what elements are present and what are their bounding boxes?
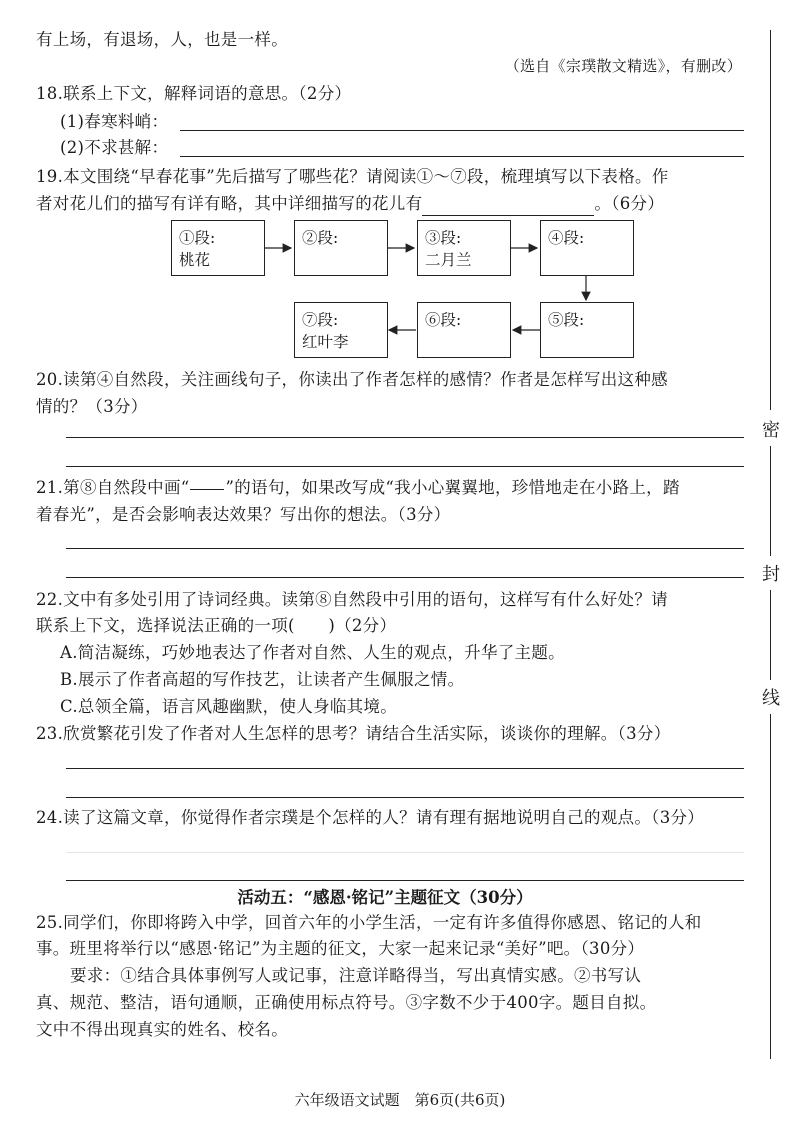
q18-item-1-label: (1)春寒料峭： <box>60 112 169 131</box>
flow-box-paragraph-4[interactable] <box>540 220 634 276</box>
passage-end-text: 有上场，有退场，人，也是一样。 <box>36 30 288 49</box>
box-3-label: ③段: <box>425 229 462 247</box>
question-25-requirements: 要求：①结合具体事例写人或记事，注意详略得当，写出真情实感。②书写认 <box>70 966 642 985</box>
flow-diagram-arrows <box>0 0 800 400</box>
q24-answer-line-2[interactable] <box>66 880 744 881</box>
question-19-line-1: 19.本文围绕“早春花事”先后描写了哪些花？请阅读①～⑦段，梳理填写以下表格。作 <box>36 167 669 186</box>
q18-item-2-label: (2)不求甚解： <box>60 138 169 157</box>
page-footer: 六年级语文试题 第6页(共6页) <box>294 1091 506 1109</box>
flow-box-paragraph-6[interactable] <box>417 302 511 358</box>
q21-answer-line-2[interactable] <box>66 577 744 578</box>
q19-score: 。（6分） <box>594 194 665 213</box>
q22-option-a[interactable]: A.简洁凝练，巧妙地表达了作者对自然、人生的观点，升华了主题。 <box>60 643 565 662</box>
binding-char-mi: 密 <box>762 420 780 441</box>
q23-answer-line-2[interactable] <box>66 797 744 798</box>
binding-line-middle-2 <box>770 590 771 680</box>
q21-answer-line-1[interactable] <box>66 548 744 549</box>
binding-line-bottom <box>770 714 771 1059</box>
q19-line-2-text: 者对花儿们的描写有详有略，其中详细描写的花儿有 <box>36 194 423 213</box>
box-5-label: ⑤段: <box>548 311 585 329</box>
flow-box-paragraph-7 <box>294 302 388 358</box>
binding-line-middle-1 <box>770 446 771 556</box>
q20-answer-line-2[interactable] <box>66 466 744 467</box>
question-20-line-2: 情的？（3分） <box>36 397 148 416</box>
box-6-label: ⑥段: <box>425 311 462 329</box>
flow-box-paragraph-3 <box>417 220 511 276</box>
q22-option-c[interactable]: C.总领全篇，语言风趣幽默，使人身临其境。 <box>60 697 398 716</box>
q21-underline-mark <box>190 489 224 490</box>
flow-box-paragraph-1 <box>171 220 265 276</box>
question-24: 24.读了这篇文章，你觉得作者宗璞是个怎样的人？请有理有据地说明自己的观点。（3分） <box>36 808 705 827</box>
question-21-line-1 <box>36 476 680 500</box>
flow-box-paragraph-5[interactable] <box>540 302 634 358</box>
q21-text-a: 21.第⑧自然段中画“ <box>36 478 190 497</box>
question-21-line-2: 着春光”，是否会影响表达效果？写出你的想法。（3分） <box>36 505 451 524</box>
box-2-label: ②段: <box>302 229 339 247</box>
binding-line-top <box>770 30 771 410</box>
question-18: 18.联系上下文，解释词语的意思。（2分） <box>36 84 352 103</box>
box-1-label: ①段: <box>179 229 216 247</box>
question-25-line-5: 文中不得出现真实的姓名、校名。 <box>36 1020 288 1039</box>
binding-char-feng: 封 <box>762 564 780 585</box>
box-3-content: 二月兰 <box>425 251 472 269</box>
binding-char-xian: 线 <box>762 688 780 709</box>
box-7-label: ⑦段: <box>302 311 339 329</box>
question-23: 23.欣赏繁花引发了作者对人生怎样的思考？请结合生活实际，谈谈你的理解。（3分） <box>36 724 671 743</box>
box-7-content: 红叶李 <box>302 333 349 351</box>
source-citation: （选自《宗璞散文精选》，有删改） <box>504 57 742 75</box>
question-25-line-2: 事。班里将举行以“感恩·铭记”为主题的征文，大家一起来记录“美好”吧。（30分） <box>36 939 645 958</box>
box-1-content: 桃花 <box>179 251 211 269</box>
question-25-line-1: 25.同学们，你即将跨入中学，回首六年的小学生活，一定有许多值得你感恩、铭记的人和 <box>36 913 702 932</box>
q21-text-b: ”的语句，如果改写成“我小心翼翼地，珍惜地走在小路上，踏 <box>225 478 680 497</box>
q22-option-b[interactable]: B.展示了作者高超的写作技艺，让读者产生佩服之情。 <box>60 670 465 689</box>
question-22-line-1: 22.文中有多处引用了诗词经典。读第⑧自然段中引用的语句，这样写有什么好处？请 <box>36 590 668 609</box>
q23-answer-line-1[interactable] <box>66 768 744 769</box>
flow-box-paragraph-2[interactable] <box>294 220 388 276</box>
question-25-line-4: 真、规范、整洁，语句通顺，正确使用标点符号。③字数不少于400字。题目自拟。 <box>36 993 657 1012</box>
question-20-line-1: 20.读第④自然段，关注画线句子，你读出了作者怎样的感情？作者是怎样写出这种感 <box>36 370 668 389</box>
q24-answer-line-1[interactable] <box>66 852 744 853</box>
box-4-label: ④段: <box>548 229 585 247</box>
question-22-line-2: 联系上下文，选择说法正确的一项( )（2分） <box>36 616 397 635</box>
activity-5-title: 活动五：“感恩·铭记”主题征文（30分） <box>237 888 533 907</box>
q20-answer-line-1[interactable] <box>66 437 744 438</box>
